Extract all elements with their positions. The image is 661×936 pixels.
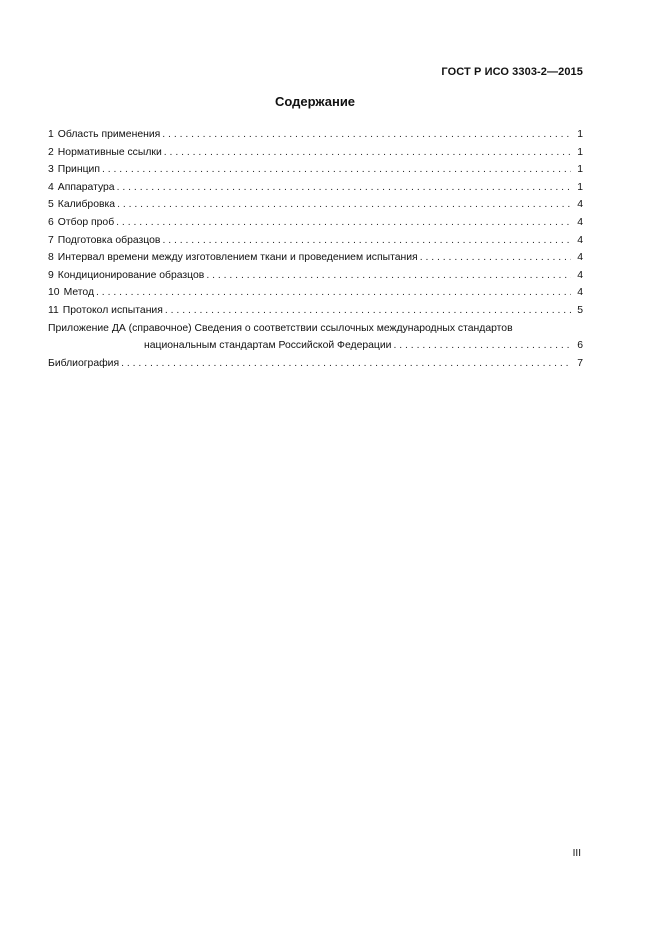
toc-annex-page: 6 (577, 340, 583, 352)
document-code: ГОСТ Р ИСО 3303-2—2015 (441, 66, 583, 78)
dot-leader (102, 161, 571, 179)
toc-item-5[interactable] (48, 196, 583, 214)
toc-item-number: 6 (48, 216, 54, 228)
toc-item-page: 1 (577, 129, 583, 140)
toc-item-4[interactable] (48, 179, 583, 197)
toc-item-label: Калибровка (57, 199, 116, 211)
toc-item-number: 8 (48, 252, 54, 264)
dot-leader (164, 144, 571, 162)
toc-item-label: Метод (63, 287, 95, 299)
toc-item-label: Отбор проб (57, 216, 115, 228)
toc-bibliography-page: 7 (577, 357, 583, 369)
toc-item-label: Область применения (57, 129, 161, 140)
toc-bibliography[interactable] (48, 355, 583, 373)
page-number: III (572, 848, 581, 859)
toc-annex-line2-row (48, 337, 583, 355)
toc-annex[interactable] (48, 320, 583, 355)
toc-item-7[interactable] (48, 232, 583, 250)
toc-item-3[interactable] (48, 161, 583, 179)
toc-item-11[interactable] (48, 302, 583, 320)
dot-leader (121, 355, 571, 373)
dot-leader (116, 214, 571, 232)
toc-item-page: 5 (577, 304, 583, 316)
dot-leader (162, 126, 571, 144)
toc-item-number: 2 (48, 146, 54, 158)
toc-item-label: Нормативные ссылки (57, 146, 162, 158)
toc-item-number: 3 (48, 164, 54, 176)
toc-item-number: 9 (48, 269, 54, 281)
dot-leader (117, 196, 571, 214)
toc-annex-title-line2: национальным стандартам Российской Федерации (144, 340, 392, 352)
toc-item-page: 1 (577, 146, 583, 158)
toc-item-number: 10 (48, 287, 60, 299)
dot-leader (162, 232, 571, 250)
toc-item-label: Кондиционирование образцов (57, 269, 205, 281)
toc-item-label: Принцип (57, 164, 100, 176)
toc-item-label: Подготовка образцов (57, 234, 161, 246)
toc-item-number: 11 (48, 304, 59, 316)
toc-item-label: Интервал времени между изготовлением ткани и проведением испытания (57, 252, 418, 264)
dot-leader (165, 302, 571, 320)
dot-leader (393, 337, 571, 355)
toc-item-page: 4 (577, 234, 583, 246)
toc-item-8[interactable] (48, 249, 583, 267)
toc-item-page: 4 (577, 269, 583, 281)
toc-item-2[interactable] (48, 144, 583, 162)
dot-leader (420, 249, 571, 267)
toc-item-page: 4 (577, 252, 583, 264)
toc-item-number: 7 (48, 234, 54, 246)
toc-item-label: Протокол испытания (62, 304, 163, 316)
toc-item-page: 4 (577, 199, 583, 211)
toc-item-page: 1 (577, 164, 583, 176)
toc-bibliography-label: Библиография (48, 357, 120, 369)
toc-item-number: 5 (48, 199, 54, 211)
toc-title: Содержание (274, 94, 356, 109)
toc-item-1[interactable] (48, 126, 583, 144)
dot-leader (206, 267, 571, 285)
dot-leader (96, 284, 571, 302)
toc-item-6[interactable] (48, 214, 583, 232)
toc-item-number: 1 (48, 129, 54, 140)
toc-item-page: 1 (577, 181, 583, 193)
toc-item-9[interactable] (48, 267, 583, 285)
toc-item-page: 4 (577, 287, 583, 299)
toc-item-label: Аппаратура (57, 181, 115, 193)
toc-item-page: 4 (577, 216, 583, 228)
toc-annex-title-line1: Приложение ДА (справочное) Сведения о соответствии ссылочных международных стандартов (48, 322, 513, 334)
toc-item-10[interactable] (48, 284, 583, 302)
table-of-contents (48, 126, 583, 372)
dot-leader (117, 179, 571, 197)
toc-item-number: 4 (48, 181, 54, 193)
